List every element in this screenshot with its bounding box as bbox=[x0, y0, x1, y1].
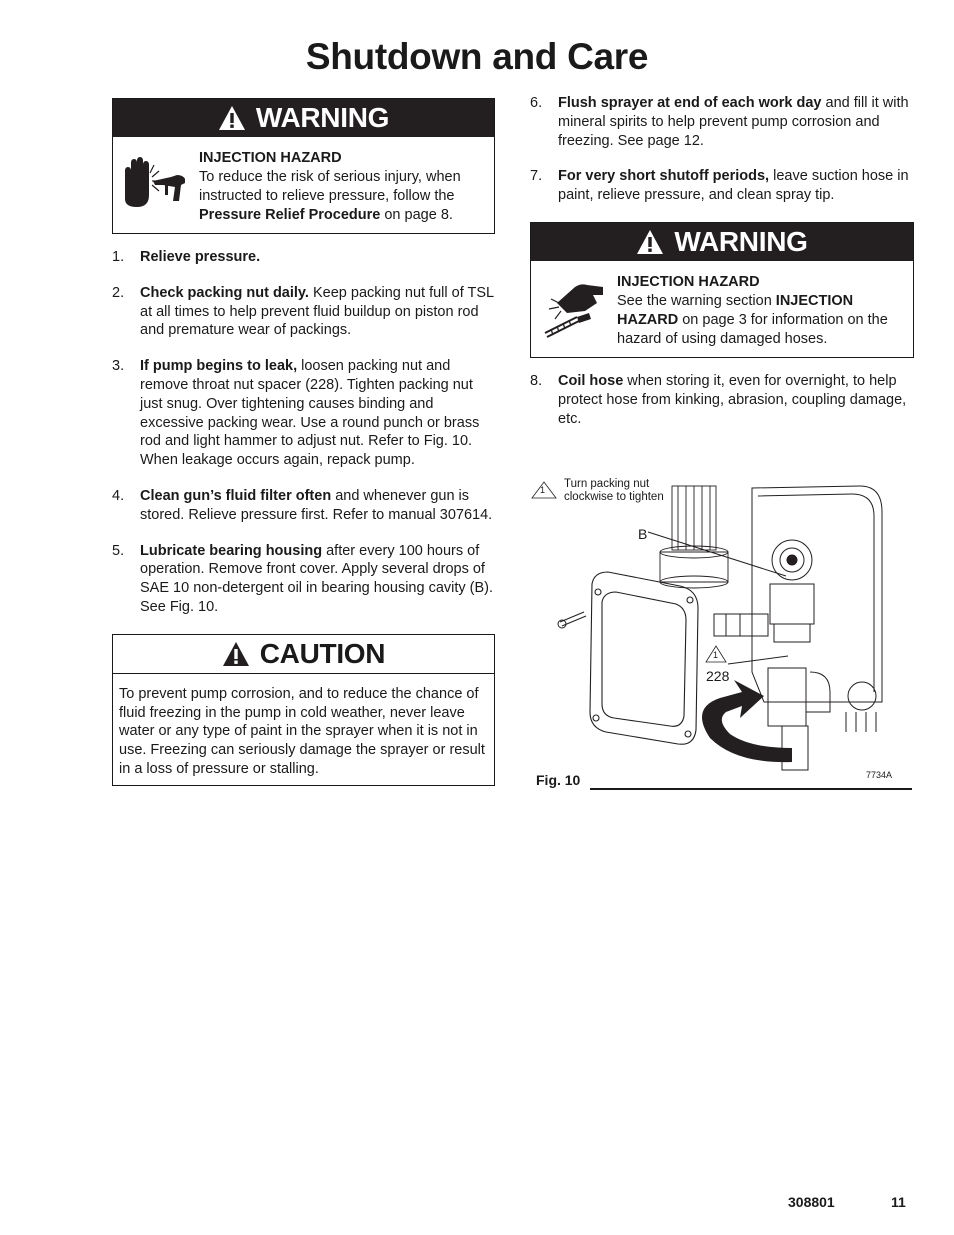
step-body: loosen packing nut and remove throat nut spacer (228). Tighten packing nut just snug. Over tightening causes binding and excessive packing wear. Use a round punch or brass rod and light hammer to adjust nut. Refer to Fig. 10. When leakage occurs again, repack pump. bbox=[140, 358, 480, 469]
step-text bbox=[558, 94, 914, 150]
step-body: Keep packing nut full of TSL at all times to help prevent fluid buildup on piston rod and premature wear of packings. bbox=[140, 284, 494, 339]
callout-text: Turn packing nut clockwise to tighten bbox=[564, 478, 664, 503]
step-number: 5. bbox=[112, 542, 125, 559]
step-text bbox=[558, 167, 914, 205]
label-228: 228 bbox=[706, 668, 730, 684]
list-item bbox=[530, 372, 914, 428]
step-bold: If pump begins to leak, bbox=[140, 358, 298, 375]
step-text bbox=[140, 542, 495, 617]
step-body: and whenever gun is stored. Relieve pressure first. Refer to manual 307614. bbox=[140, 487, 493, 523]
hand-hose-injection-icon bbox=[537, 273, 609, 345]
warning-text-a: To reduce the risk of serious injury, when instructed to relieve pressure, follow the bbox=[199, 169, 461, 204]
step-text bbox=[140, 248, 495, 267]
warning-header bbox=[531, 223, 913, 261]
step-text bbox=[140, 284, 495, 340]
warning-box-injection bbox=[112, 98, 495, 234]
warning-heading: WARNING bbox=[255, 102, 390, 133]
warning-box-hose bbox=[530, 222, 914, 358]
pump-illustration bbox=[530, 472, 914, 772]
step-bold: Check packing nut daily. bbox=[140, 284, 309, 301]
caution-heading: CAUTION bbox=[259, 637, 386, 669]
warning-text bbox=[199, 149, 484, 225]
caution-box bbox=[112, 634, 495, 786]
step-number: 2. bbox=[112, 284, 125, 301]
warning-triangle-icon bbox=[218, 105, 246, 131]
list-item bbox=[112, 542, 495, 617]
warning-body bbox=[531, 261, 913, 357]
step-bold: Flush sprayer at end of each work day bbox=[558, 95, 822, 111]
callout-number-228: 1 bbox=[713, 650, 719, 660]
step-body: and fill it with mineral spirits to help prevent pump corrosion and freezing. See page 12. bbox=[558, 95, 909, 149]
warning-text-b: on page 8. bbox=[380, 207, 453, 223]
step-number: 8. bbox=[530, 372, 543, 389]
step-body: leave suction hose in paint, relieve pressure, and clean spray tip. bbox=[558, 168, 909, 204]
step-bold: Clean gun’s fluid filter often bbox=[140, 487, 332, 504]
list-item bbox=[530, 94, 914, 150]
step-text bbox=[140, 357, 495, 470]
step-text bbox=[558, 372, 914, 428]
list-item bbox=[112, 248, 495, 267]
warning-text-a: See the warning section bbox=[617, 292, 776, 309]
hand-spray-gun-injection-icon bbox=[119, 149, 191, 221]
steps-list-right-b bbox=[530, 372, 914, 428]
pressure-relief-link-text: Pressure Relief Procedure bbox=[199, 207, 381, 223]
step-number: 6. bbox=[530, 95, 543, 111]
warning-triangle-icon bbox=[636, 229, 664, 255]
figure-rule bbox=[590, 788, 912, 790]
warning-text bbox=[617, 273, 903, 349]
caution-text: To prevent pump corrosion, and to reduce the chance of fluid freezing in the pump in cold weather, never leave water or any type of paint in the sprayer when it is not in use. Freezing can seriously damage the sprayer or result in a loss of pressure or stalling. bbox=[119, 685, 485, 777]
callout-number: 1 bbox=[540, 485, 546, 495]
list-item bbox=[530, 167, 914, 205]
list-item bbox=[112, 357, 495, 470]
caution-triangle-icon bbox=[222, 641, 250, 667]
hazard-title: INJECTION HAZARD bbox=[617, 273, 760, 290]
page-number: 11 bbox=[891, 1194, 906, 1210]
figure-pump-packing-nut bbox=[530, 472, 914, 794]
left-column bbox=[112, 98, 495, 786]
page-title: Shutdown and Care bbox=[305, 36, 649, 77]
step-bold: Relieve pressure. bbox=[140, 249, 261, 265]
step-number: 3. bbox=[112, 358, 125, 375]
step-text bbox=[140, 487, 495, 525]
label-b: B bbox=[638, 526, 648, 542]
warning-body bbox=[113, 137, 494, 233]
step-bold: Lubricate bearing housing bbox=[140, 542, 323, 559]
step-number: 4. bbox=[112, 487, 125, 504]
steps-list-right-a bbox=[530, 94, 914, 205]
step-body: after every 100 hours of operation. Remove front cover. Apply several drops of SAE 10 non-detergent oil in bearing housing cavity (B). See Fig. 10. bbox=[140, 542, 494, 615]
right-column bbox=[530, 94, 914, 445]
step-number: 1. bbox=[112, 249, 125, 265]
warning-heading: WARNING bbox=[674, 225, 808, 257]
injection-hazard-ref: INJECTION HAZARD bbox=[617, 292, 854, 328]
step-body: when storing it, even for overnight, to help protect hose from kinking, abrasion, coupling damage, etc. bbox=[558, 372, 907, 427]
warning-text-b: on page 3 for information on the hazard of using damaged hoses. bbox=[617, 311, 888, 347]
step-bold: Coil hose bbox=[558, 372, 624, 389]
step-number: 7. bbox=[530, 168, 543, 185]
steps-list-left bbox=[112, 248, 495, 617]
warning-header bbox=[113, 99, 494, 137]
figure-caption: Fig. 10 bbox=[536, 772, 581, 788]
caution-header bbox=[113, 635, 494, 674]
list-item bbox=[112, 487, 495, 525]
step-bold: For very short shutoff periods, bbox=[558, 168, 770, 185]
list-item bbox=[112, 284, 495, 340]
hazard-title: INJECTION HAZARD bbox=[199, 150, 342, 166]
figure-image-id: 7734A bbox=[865, 770, 892, 780]
document-number: 308801 bbox=[788, 1194, 835, 1210]
